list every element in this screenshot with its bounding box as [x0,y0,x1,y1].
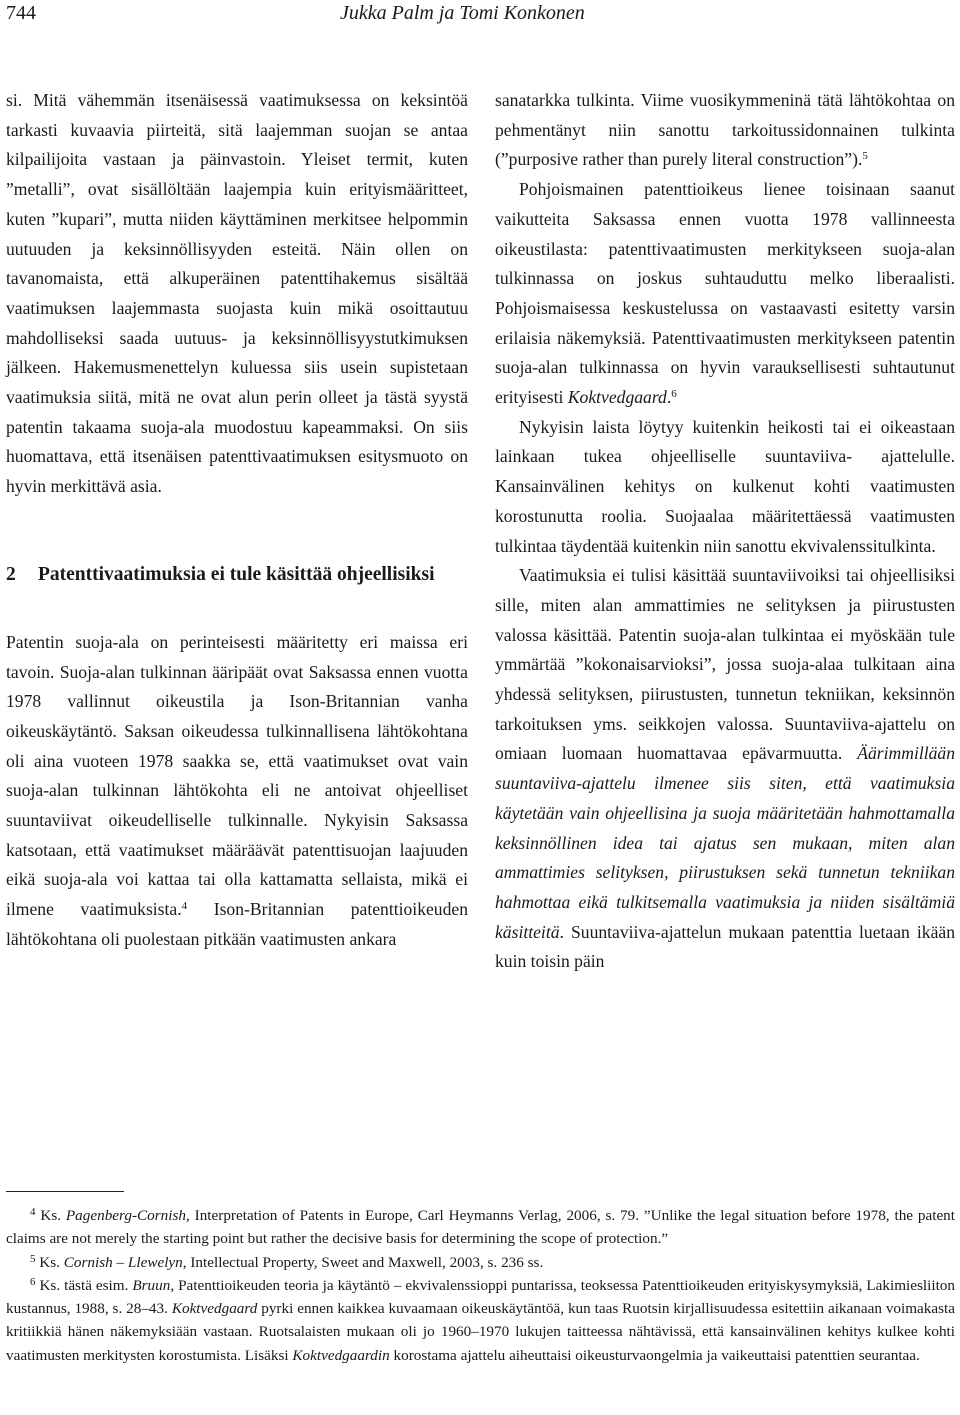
footnote-4: $^4$ Ks. Pagenberg-Cornish, Interpretation of Patents in Europe, Carl Heymanns Verlag, 2006, s. 79. ”Unlike the legal situation before 1978, the patent claims are not merely the starting point but rather the decisive basis for determining the scope of protection.” [6,1206,955,1248]
section-number: 2 [6,563,16,585]
page-number: 744 [6,2,36,24]
paragraph: Nykyisin laista löytyy kuitenkin heikosti tai ei oikeastaan lainkaan tukea ohjeelliselle suuntaviiva- ajattelulle. Kansainvälinen kehitys on kulkenut kohti vaatimusten korostunutta roolia. Suojaalaa määritettäessä vaatimusten tulkintaa täydentää kuitenkin niin sanottu ekvivalenssitulkinta. [495,416,955,556]
left-column [6,86,468,955]
paragraph: si. Mitä vähemmän itsenäisessä vaatimuksessa on keksintöä tarkasti kuvaavia piirteitä, sitä laajemman suojan se antaa kilpailijoita vastaan ja päinvastoin. Yleiset termit, kuten ”metalli”, ovat sisällöltään laajempia kuin erityismääritteet, kuten ”kupari”, mutta niiden käyttäminen merkitsee helpommin uutuuden ja keksinnöllisyyden esteitä. Näin ollen on tavanomaista, että alkuperäinen patenttihakemus sisältää vaatimuksen laajemmasta suojasta kuin mikä osoittautuu mahdolliseksi saada uutuus- ja keksinnöllisyystutkimuksen jälkeen. Hakemusmenettelyn kuluessa siis usein supistetaan vaatimuksia siitä, mitä ne ovat alun perin olleet ja tästä syystä patentin takaama suoja-ala muodostuu kapeammaksi. On siis huomattava, että itsenäisen patenttivaatimuksen esitysmuoto on hyvin merkittävä asia. [6,90,468,497]
footnote-divider [6,1191,124,1192]
paragraph: Patentin suoja-ala on perinteisesti määritetty eri maissa eri tavoin. Suoja-alan tulkinnan ääripäät ovat Saksassa ennen vuotta 1978 vallinnut oikeustila ja Ison-Britannian vanha oikeuskäytäntö. Saksan oikeudessa tulkinnallisena lähtökohtana oli aina vuoteen 1978 saakka se, että vaatimukset ovat vain suoja-alan tulkinnan lähtökohta eli ne antoivat ohjeelliset suuntaviivat oikeudelliselle tulkinnalle. Nykyisin Saksassa katsotaan, että vaatimukset määräävät patenttisuojan laajuuden eikä suoja-ala voi kattaa tai olla kattamatta sellaista, mikä ei ilmene vaatimuksista.$^4$ Ison-Britannian patenttioikeuden lähtökohtana oli puolestaan pitkään vaatimusten ankara [6,631,468,949]
footnote-ref[interactable]: 5 [862,150,868,163]
footnote-ref[interactable]: 6 [671,388,677,401]
footnote-5: $^5$ Ks. Cornish – Llewelyn, Intellectual Property, Sweet and Maxwell, 2003, s. 236 ss. [30,1252,544,1271]
page-header [0,0,960,30]
paragraph: Vaatimuksia ei tulisi käsittää suuntaviivoiksi tai ohjeellisiksi sille, miten alan ammattimies ne selityksen ja piirustusten valossa käsittää. Patentin suoja-alan tulkintaa ei myöskään tule ymmärtää ”kokonaisarvioksi”, jossa suoja-alaa tulkitaan aina yhdessä selityksen, piirustusten, tunnetun tekniikan, keksinnön tarkoituksen yms. seikkojen valossa. Suuntaviiva-ajattelu on omiaan luomaan huomattavaa epävarmuutta. Äärimmillään suuntaviiva-ajattelu ilmenee siis siten, että vaatimuksia käytetään vain ohjeellisina ja suoja määritetään hahmottamalla keksinnöllinen idea tai ajatus sen mukaan, miten alan ammattimies selityksen, piirustuksen sekä tunnetun tekniikan hahmottaa eikä tulkitsemalla vaatimuksia ja niiden sisältämiä käsitteitä. Suuntaviiva-ajattelun mukaan patenttia luetaan ikään kuin toisin päin [495,565,955,972]
running-title: Jukka Palm ja Tomi Konkonen [340,2,585,24]
footnotes [6,1204,955,1367]
paragraph: Pohjoismainen patenttioikeus lienee toisinaan saanut vaikutteita Saksassa ennen vuotta 1978 vallinneesta oikeustilasta: patenttivaatimusten merkitykseen suoja-alan tulkinnassa on joskus suhtauduttu melko liberaalisti. Pohjoismaisessa keskustelussa on vastaavasti esitetty varsin erilaisia näkemyksiä. Patenttivaatimusten merkitykseen patentin suoja-alan tulkinnassa on hyvin varauksellisesti suhtautunut erityisesti Koktvedgaard.$^6$ [495,179,955,408]
section-heading [6,560,468,589]
section-title: Patenttivaatimuksia ei tule käsittää ohjeellisiksi [38,563,435,585]
right-column [495,86,955,977]
footnote-ref[interactable]: 4 [181,900,188,913]
paragraph: sanatarkka tulkinta. Viime vuosikymmeninä tätä lähtökohtaa on pehmentänyt niin sanottu tarkoitussidonnainen tulkinta (”purposive rather than purely literal construction”).$^5$ [495,90,955,170]
footnote-6: $^6$ Ks. tästä esim. Bruun, Patenttioikeuden teoria ja käytäntö – ekvivalenssioppi puntarissa, teoksessa Patenttioikeuden erityiskysymyksiä, Lakimiesliiton kustannus, 1988, s. 28–43. Koktvedgaard pyrki ennen kaikkea kuvaamaan oikeuskäytäntöä, kun taas Ruotsin kirjallisuudessa esitettiin aikanaan voimakasta kritiikkiä hänen näkemyksiään vastaan. Ruotsalaisten mukaan oli jo 1960–1970 lukujen taitteessa nähtävissä, että kansainvälinen kehitys kulkee kohti vaatimusten merkitysten korostumista. Lisäksi Koktvedgaardin korostama ajattelu aiheuttaisi oikeusturvaongelmia ja vaikeuttaisi patenttien seurantaa. [6,1275,955,1364]
